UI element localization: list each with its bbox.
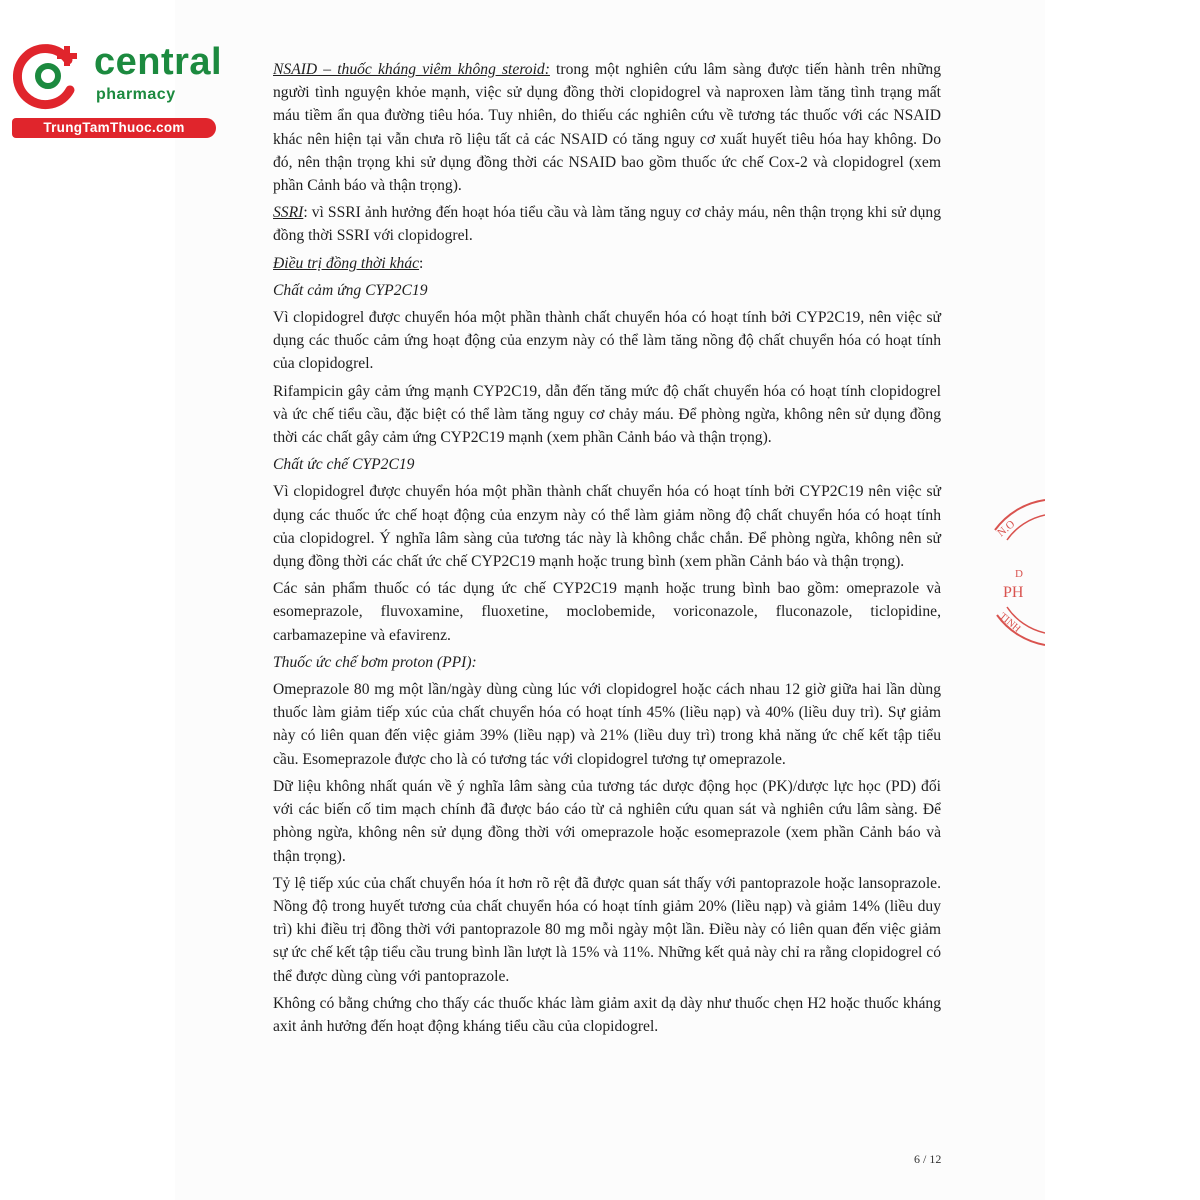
- svg-text:N.O: N.O: [995, 518, 1018, 540]
- other-treatment-colon: :: [419, 254, 424, 272]
- svg-text:TINH: TINH: [997, 610, 1023, 635]
- central-pharmacy-logo[interactable]: [8, 38, 223, 138]
- ppi-heading: Thuốc ức chế bơm proton (PPI):: [273, 653, 477, 671]
- ppi-paragraph-3: Tỷ lệ tiếp xúc của chất chuyển hóa ít hơn rõ rệt đã được quan sát thấy với pantoprazole hoặc lansoprazole. Nồng độ trong huyết tương của chất chuyển hóa có hoạt tính giảm 20% (liều nạp) và giảm 14% (liều duy trì) khi điều trị đồng thời với pantoprazole 80 mg mỗi ngày một lần. Điều này có liên quan đến việc giảm sự ức chế kết tập tiểu cầu trung bình lần lượt là 15% và 11%. Những kết quả này chỉ ra rằng clopidogrel có thể được dùng cùng với pantoprazole.: [273, 874, 941, 985]
- inducer-paragraph-2: Rifampicin gây cảm ứng mạnh CYP2C19, dẫn đến tăng mức độ chất chuyển hóa có hoạt tính clopidogrel và ức chế tiểu cầu, đặc biệt có thể làm tăng nguy cơ chảy máu. Để phòng ngừa, không nên sử dụng đồng thời các chất gây cảm ứng CYP2C19 mạnh (xem phần Cảnh báo và thận trọng).: [273, 382, 941, 447]
- ppi-paragraph-2: Dữ liệu không nhất quán về ý nghĩa lâm sàng của tương tác dược động học (PK)/dược lực học (PD) đối với các biến cố tim mạch chính đã được báo cáo từ cả nghiên cứu quan sát và nghiên cứu lâm sàng. Để phòng ngừa, không nên sử dụng đồng thời với omeprazole hoặc esomeprazole (xem phần Cảnh báo và thận trọng).: [273, 777, 941, 865]
- inhibitor-paragraph-2: Các sản phẩm thuốc có tác dụng ức chế CYP2C19 mạnh hoặc trung bình bao gồm: omeprazole và esomeprazole, fluvoxamine, fluoxetine, moclobemide, voriconazole, fluconazole, ticlopidine, carbamazepine và efavirenz.: [273, 580, 941, 644]
- svg-text:D: D: [1015, 568, 1023, 580]
- partial-stamp-seal: [985, 495, 1045, 655]
- ppi-paragraph-1: Omeprazole 80 mg một lần/ngày dùng cùng lúc với clopidogrel hoặc cách nhau 12 giờ giữa hai lần dùng thuốc làm giảm tiếp xúc của chất chuyển hóa có hoạt tính 45% (liều nạp) và 40% (liều duy trì). Sự giảm này có liên quan đến việc giảm 39% (liều nạp) và 21% (liều duy trì) trong khả năng ức chế kết tập tiểu cầu. Esomeprazole được cho là có tương tác với clopidogrel tương tự omeprazole.: [273, 681, 941, 768]
- logo-subtitle: pharmacy: [96, 86, 176, 103]
- page-number: 6 / 12: [914, 1152, 942, 1166]
- pharmacy-c-icon: [10, 38, 86, 114]
- inducer-heading: Chất cảm ứng CYP2C19: [273, 281, 428, 299]
- svg-text:PH: PH: [1003, 584, 1024, 601]
- ssri-text: : vì SSRI ảnh hưởng đến hoạt hóa tiểu cầu và làm tăng nguy cơ chảy máu, nên thận trọng khi sử dụng đồng thời SSRI với clopidogrel.: [273, 204, 941, 245]
- inhibitor-heading: Chất ức chế CYP2C19: [273, 456, 415, 474]
- ssri-heading: SSRI: [273, 204, 304, 222]
- logo-banner: TrungTamThuoc.com: [12, 118, 216, 138]
- nsaid-heading: NSAID – thuốc kháng viêm không steroid:: [273, 61, 550, 78]
- ppi-paragraph-4: Không có bằng chứng cho thấy các thuốc khác làm giảm axit dạ dày như thuốc chẹn H2 hoặc thuốc kháng axit ảnh hưởng đến hoạt động kháng tiểu cầu của clopidogrel.: [273, 994, 941, 1035]
- nsaid-text: trong một nghiên cứu lâm sàng được tiến hành trên những người tình nguyện khỏe mạnh, việc sử dụng đồng thời clopidogrel và naproxen làm tăng tình trạng mất máu tiềm ẩn qua đường tiêu hóa. Tuy nhiên, do thiếu các nghiên cứu về tương tác thuốc với các NSAID khác nên hiện tại vẫn chưa rõ liệu tất cả các NSAID có tăng nguy cơ xuất huyết tiêu hóa hay không. Do đó, nên thận trọng khi sử dụng đồng thời các NSAID bao gồm thuốc ức chế Cox-2 và clopidogrel (xem phần Cảnh báo và thận trọng).: [273, 61, 942, 195]
- document-body: [273, 58, 941, 1042]
- other-treatment-heading: Điều trị đồng thời khác: [273, 254, 420, 272]
- inducer-paragraph-1: Vì clopidogrel được chuyển hóa một phần thành chất chuyển hóa có hoạt tính bởi CYP2C19, nên việc sử dụng các thuốc cảm ứng hoạt động của enzym này có thể làm tăng nồng độ chất chuyển hóa có hoạt tính của clopidogrel.: [273, 309, 941, 373]
- other-treatment-heading-line: [273, 252, 941, 275]
- nsaid-paragraph: [273, 58, 941, 197]
- logo-wordmark: central: [94, 41, 223, 83]
- inhibitor-paragraph-1: Vì clopidogrel được chuyển hóa một phần thành chất chuyển hóa có hoạt tính bởi CYP2C19 nên việc sử dụng các thuốc ức chế hoạt động của enzym này có thể làm giảm nồng độ chất chuyển hóa có hoạt tính của clopidogrel. Ý nghĩa lâm sàng của tương tác này là không chắc chắn. Để phòng ngừa, không nên sử dụng đồng thời các chất ức chế CYP2C19 mạnh hoặc trung bình (xem phần Cảnh báo và thận trọng).: [273, 483, 941, 571]
- ssri-paragraph: [273, 201, 941, 247]
